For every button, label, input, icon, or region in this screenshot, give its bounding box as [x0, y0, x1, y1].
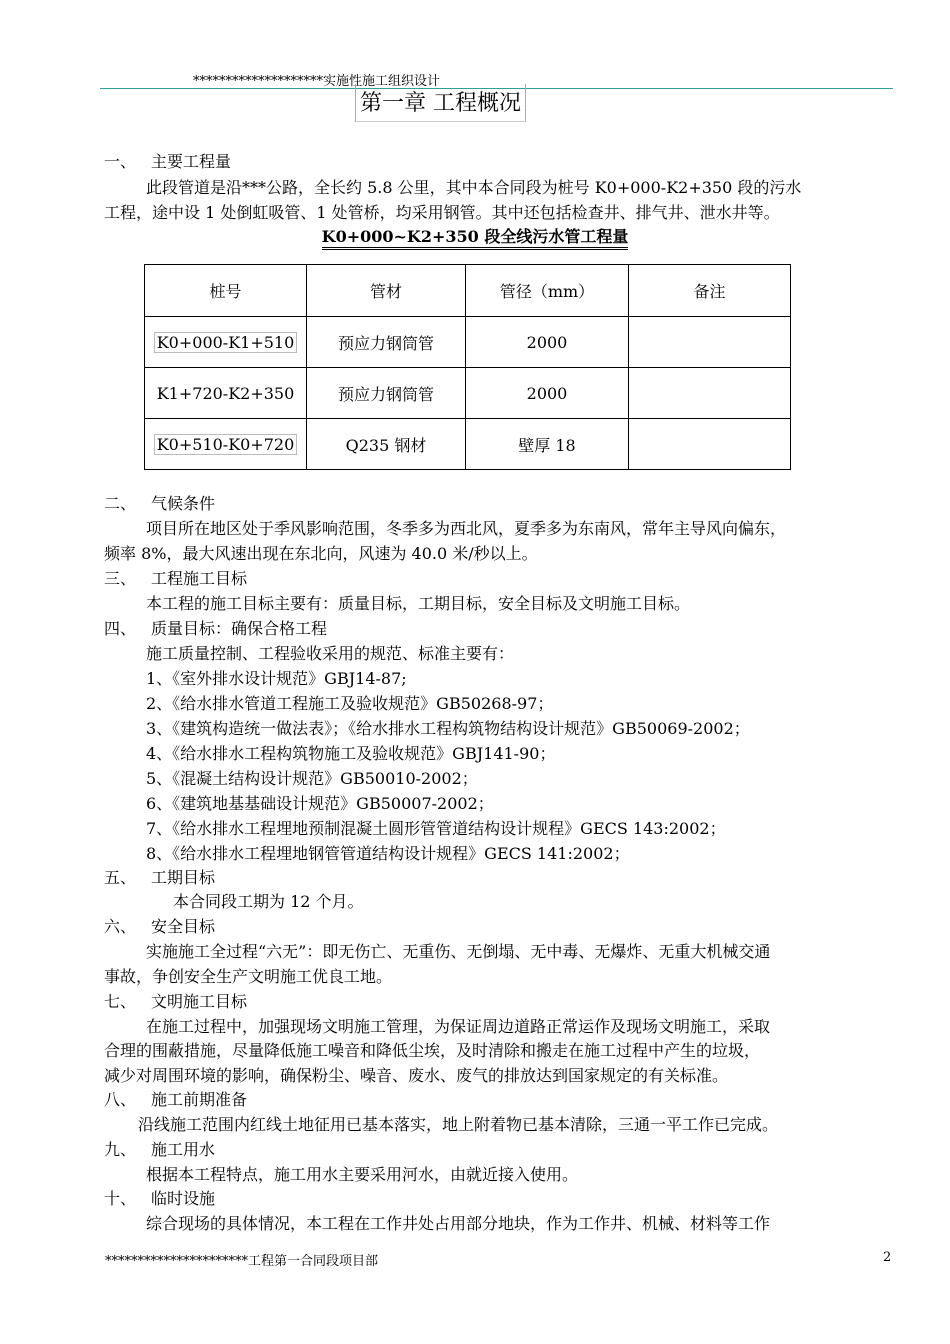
section-heading-10 [104, 1186, 215, 1209]
list-item: 6、《建筑地基基础设计规范》GB50007-2002； [146, 794, 494, 813]
section-title: 主要工程量 [151, 152, 232, 171]
table-header-cell: 备注 [629, 265, 791, 317]
section-title: 临时设施 [151, 1189, 216, 1208]
paragraph-line: 综合现场的具体情况，本工程在工作井处占用部分地块，作为工作井、机械、材料等工作 [146, 1214, 771, 1233]
section-heading-5 [104, 865, 215, 888]
paragraph-line: 项目所在地区处于季风影响范围，冬季多为西北风，夏季多为东南风，常年主导风向偏东， [146, 519, 787, 538]
section-heading-6 [104, 914, 215, 937]
list-item: 8、《给水排水工程埋地钢管管道结构设计规程》GECS 141:2002； [146, 844, 630, 863]
quantity-table [144, 264, 791, 470]
paragraph-line: 沿线施工范围内红线土地征用已基本落实，地上附着物已基本清除，三通一平工作已完成。 [138, 1115, 779, 1134]
table-cell: 壁厚 18 [466, 419, 629, 470]
section-heading-9 [104, 1137, 215, 1160]
table-cell: K1+720-K2+350 [145, 368, 307, 419]
section-heading-3 [104, 566, 247, 589]
page-number: 2 [883, 1250, 892, 1265]
table-cell [145, 317, 307, 368]
section-number: 九、 [104, 1140, 137, 1159]
section-title: 安全目标 [151, 917, 216, 936]
table-row [145, 368, 791, 419]
paragraph-line: 事故，争创安全生产文明施工优良工地。 [104, 967, 393, 986]
list-item: 5、《混凝土结构设计规范》GB50010-2002； [146, 769, 478, 788]
section-number: 一、 [104, 152, 137, 171]
list-item: 3、《建筑构造统一做法表》；《给水排水工程构筑物结构设计规范》GB50069-2002； [146, 719, 750, 738]
section-heading-8 [104, 1087, 247, 1110]
table-header-cell: 桩号 [145, 265, 307, 317]
paragraph-line: 实施施工全过程“六无”：即无伤亡、无重伤、无倒塌、无中毒、无爆炸、无重大机械交通 [146, 942, 771, 961]
table-cell [629, 368, 791, 419]
paragraph-line: 本工程的施工目标主要有：质量目标，工期目标，安全目标及文明施工目标。 [146, 594, 691, 613]
section-title: 施工前期准备 [151, 1090, 248, 1109]
section-number: 七、 [104, 992, 137, 1011]
section-title: 工期目标 [151, 868, 216, 887]
section-number: 三、 [104, 569, 137, 588]
table-title [0, 224, 950, 247]
section-title: 施工用水 [151, 1140, 216, 1159]
paragraph-line: 工程，途中设 1 处倒虹吸管、1 处管桥，均采用钢管。其中还包括检查井、排气井、泄水井等。 [104, 203, 780, 222]
section-heading-7 [104, 989, 247, 1012]
list-item: 1、《室外排水设计规范》GBJ14-87; [146, 669, 407, 688]
paragraph-line: 在施工过程中，加强现场文明施工管理，为保证周边道路正常运作及现场文明施工，采取 [146, 1017, 771, 1036]
running-footer: **********************工程第一合同段项目部 [105, 1254, 379, 1269]
section-title: 气候条件 [151, 494, 216, 513]
table-cell [145, 419, 307, 470]
section-number: 二、 [104, 494, 137, 513]
section-number: 十、 [104, 1189, 137, 1208]
list-item: 4、《给水排水工程构筑物施工及验收规范》GBJ141-90； [146, 744, 556, 763]
table-cell: 预应力钢筒管 [307, 368, 466, 419]
table-title-text: K0+000~K2+350 段全线污水管工程量 [322, 227, 629, 250]
table-cell-text: K0+510-K0+720 [154, 434, 298, 455]
chapter-title: 第一章 工程概况 [355, 84, 526, 122]
table-cell: 2000 [466, 317, 629, 368]
section-number: 四、 [104, 619, 137, 638]
table-cell [629, 419, 791, 470]
running-header: ********************实施性施工组织设计 [193, 74, 441, 89]
paragraph-line: 根据本工程特点，施工用水主要采用河水，由就近接入使用。 [146, 1165, 579, 1184]
paragraph-line: 频率 8%，最大风速出现在东北向，风速为 40.0 米/秒以上。 [104, 544, 538, 563]
section-title: 工程施工目标 [151, 569, 248, 588]
section-title: 质量目标：确保合格工程 [151, 619, 328, 638]
section-number: 八、 [104, 1090, 137, 1109]
section-number: 六、 [104, 917, 137, 936]
section-heading-2 [104, 491, 215, 514]
list-item: 7、《给水排水工程埋地预制混凝土圆形管管道结构设计规程》GECS 143:2002； [146, 819, 726, 838]
table-cell: 2000 [466, 368, 629, 419]
table-cell-text: K0+000-K1+510 [154, 332, 298, 353]
section-heading-4 [104, 616, 327, 639]
section-heading-1 [104, 149, 231, 172]
paragraph-line: 施工质量控制、工程验收采用的规范、标准主要有： [146, 644, 515, 663]
table-cell: 预应力钢筒管 [307, 317, 466, 368]
table-header-cell: 管材 [307, 265, 466, 317]
table-row [145, 419, 791, 470]
section-number: 五、 [104, 868, 137, 887]
table-row [145, 317, 791, 368]
paragraph-line: 此段管道是沿***公路，全长约 5.8 公里，其中本合同段为桩号 K0+000-K2+350 段的污水 [146, 178, 802, 197]
paragraph-line: 合理的围蔽措施，尽量降低施工噪音和降低尘埃，及时清除和搬走在施工过程中产生的垃圾， [104, 1041, 761, 1060]
paragraph-line: 减少对周围环境的影响，确保粉尘、噪音、废水、废气的排放达到国家规定的有关标准。 [104, 1066, 729, 1085]
table-header-row [145, 265, 791, 317]
section-title: 文明施工目标 [151, 992, 248, 1011]
table-cell: Q235 钢材 [307, 419, 466, 470]
table-header-cell: 管径（mm） [466, 265, 629, 317]
table-cell [629, 317, 791, 368]
paragraph-line: 本合同段工期为 12 个月。 [173, 892, 364, 911]
list-item: 2、《给水排水管道工程施工及验收规范》GB50268-97； [146, 694, 554, 713]
